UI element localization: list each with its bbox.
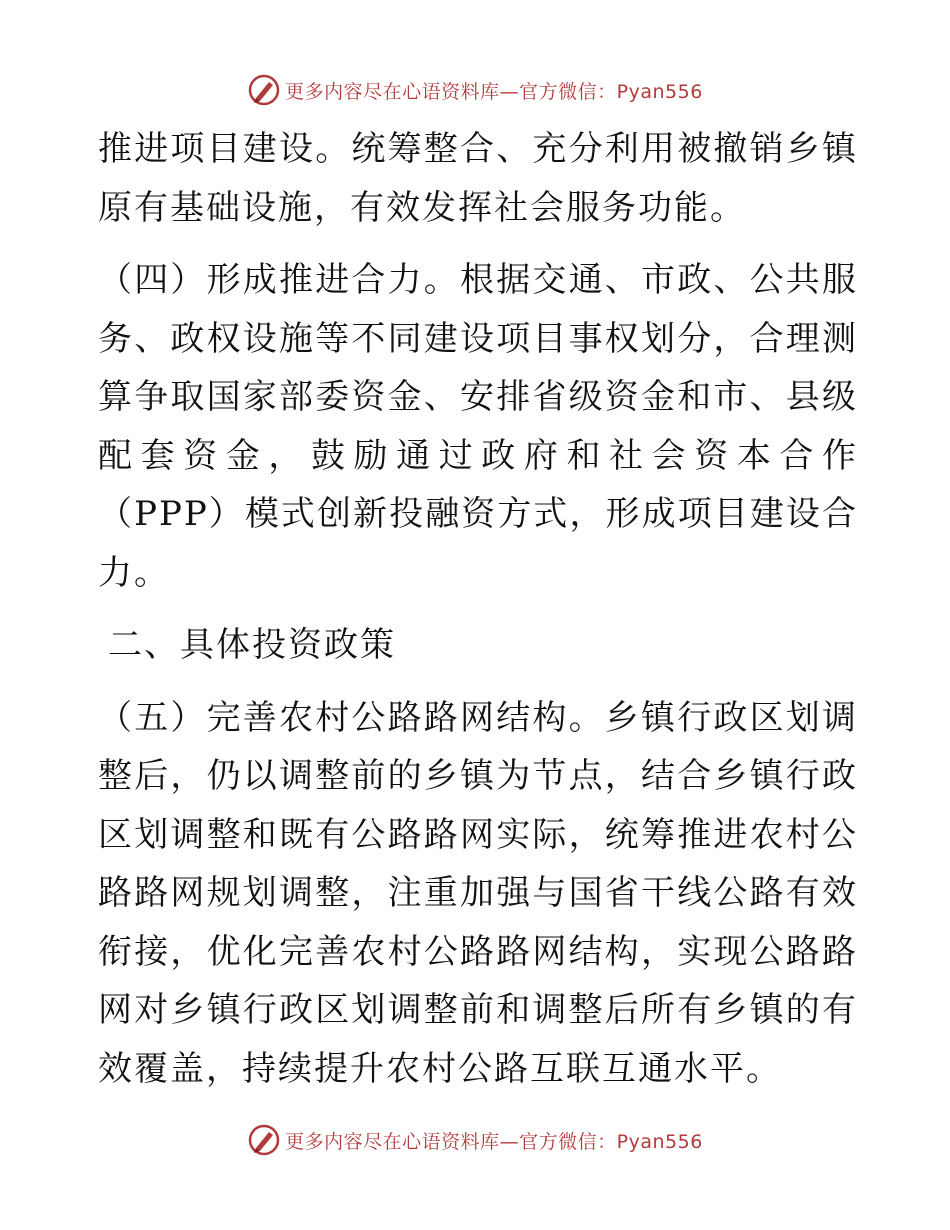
footer-banner-text: 更多内容尽在心语资料库—官方微信：Pyan556 xyxy=(285,1130,703,1153)
paragraph-1: 推进项目建设。统筹整合、充分利用被撤销乡镇原有基础设施，有效发挥社会服务功能。 xyxy=(98,129,858,228)
document-body xyxy=(98,120,858,1098)
header-banner-text: 更多内容尽在心语资料库—官方微信：Pyan556 xyxy=(285,80,703,103)
pen-logo-icon xyxy=(247,1123,281,1157)
section-heading: 二、具体投资政策 xyxy=(108,625,396,665)
footer-banner xyxy=(0,1120,950,1160)
paragraph-3: （五）完善农村公路路网结构。乡镇行政区划调整后，仍以调整前的乡镇为节点，结合乡镇行政区划调整和既有公路路网实际，统筹推进农村公路路网规划调整，注重加强与国省干线公路有效衔接，优化完善农村公路路网结构，实现公路路网对乡镇行政区划调整前和调整后所有乡镇的有效覆盖，持续提升农村公路互联互通水平。 xyxy=(98,697,858,1089)
header-banner xyxy=(0,70,950,110)
pen-logo-icon xyxy=(247,73,281,107)
paragraph-2: （四）形成推进合力。根据交通、市政、公共服务、政权设施等不同建设项目事权划分，合理测算争取国家部委资金、安排省级资金和市、县级配套资金，鼓励通过政府和社会资本合作（PPP）模式创新投融资方式，形成项目建设合力。 xyxy=(98,260,858,593)
